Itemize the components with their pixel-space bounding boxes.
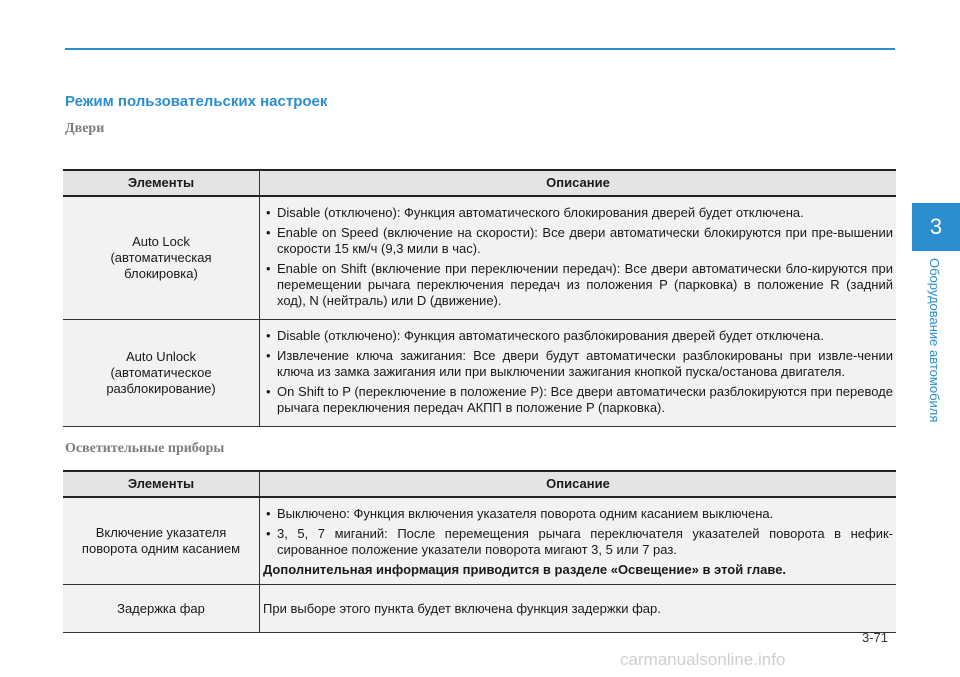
lights-heading: Осветительные приборы <box>65 441 225 456</box>
list-item: • Enable on Speed (включение на скорости): Все двери автоматически блокируются при пре-вышении скорости 15 км/ч (9,3 мили в час). <box>263 225 893 257</box>
page-number: 3-71 <box>862 630 889 645</box>
lights-table <box>63 470 896 633</box>
doors-table <box>63 169 896 427</box>
table-row <box>63 585 896 633</box>
list-item: • Disable (отключено): Функция автоматического разблокирования дверей будет отключена. <box>263 328 893 344</box>
description-cell: При выборе этого пункта будет включена функция задержки фар. <box>260 585 897 633</box>
chapter-label: Оборудование автомобиля <box>927 258 942 423</box>
description-cell <box>260 497 897 585</box>
doors-heading: Двери <box>65 121 105 136</box>
list-item: • Disable (отключено): Функция автоматического блокирования дверей будет отключена. <box>263 205 893 221</box>
table-header-row <box>63 471 896 497</box>
list-item: • Выключено: Функция включения указателя поворота одним касанием выключена. <box>263 506 893 522</box>
description-cell <box>260 196 897 320</box>
table-row <box>63 196 896 320</box>
description-cell <box>260 320 897 427</box>
table-row <box>63 320 896 427</box>
col-elements-header: Элементы <box>63 170 260 196</box>
top-rule <box>65 48 895 50</box>
table-header-row <box>63 170 896 196</box>
list-item: • On Shift to P (переключение в положение P): Все двери автоматически разблокируются при переводе рычага переключения передач АКПП в положение P (парковка). <box>263 384 893 416</box>
element-cell: Auto Lock (автоматическая блокировка) <box>63 196 260 320</box>
watermark: carmanualsonline.info <box>620 650 786 669</box>
table-row <box>63 497 896 585</box>
list-item: • Извлечение ключа зажигания: Все двери будут автоматически разблокированы при извле-чении ключа из замка зажигания или при выключении зажигания кнопкой пуска/останова двигателя. <box>263 348 893 380</box>
list-item: • 3, 5, 7 миганий: После перемещения рычага переключателя указателей поворота в нефик-сированное положение указатели поворота мигают 3, 5 или 7 раз. <box>263 526 893 558</box>
col-elements-header: Элементы <box>63 471 260 497</box>
col-description-header: Описание <box>260 471 897 497</box>
chapter-tab: 3 <box>912 203 960 251</box>
col-description-header: Описание <box>260 170 897 196</box>
note-text: Дополнительная информация приводится в разделе «Освещение» в этой главе. <box>263 562 787 577</box>
element-cell: Auto Unlock (автоматическое разблокирование) <box>63 320 260 427</box>
section-title: Режим пользовательских настроек <box>65 93 328 110</box>
element-cell: Задержка фар <box>63 585 260 633</box>
list-item: • Enable on Shift (включение при переключении передач): Все двери автоматически бло-кируются при перемещении рычага переключения передач из положения P (парковка) в положение R (задний ход), N (нейтраль) или D (движение). <box>263 261 893 309</box>
element-cell: Включение указателя поворота одним касанием <box>63 497 260 585</box>
